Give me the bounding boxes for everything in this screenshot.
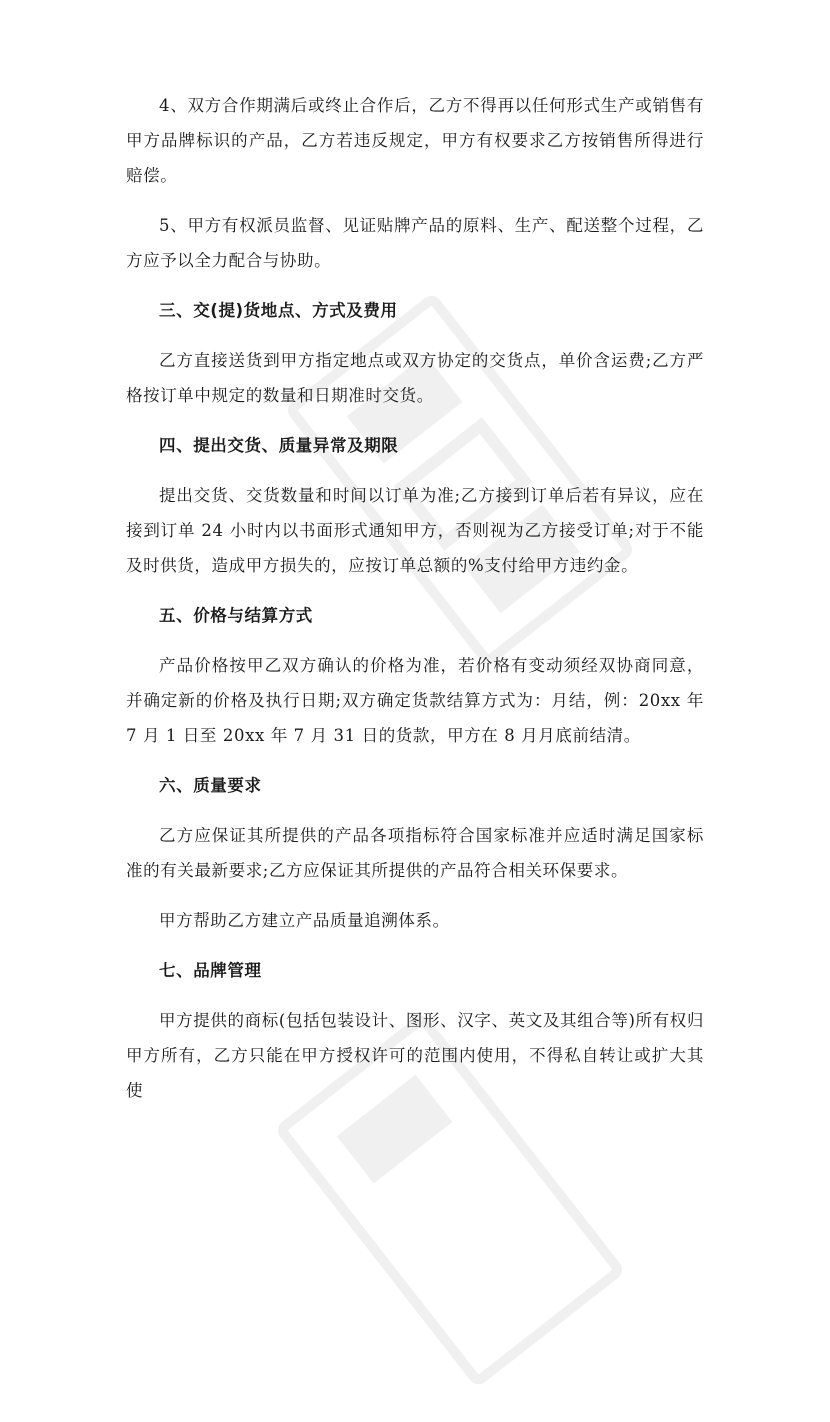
document-body [126,88,704,1108]
section-4-heading: 四、提出交货、质量异常及期限 [159,436,399,455]
section-6-heading: 六、质量要求 [159,776,262,795]
clause-5-paragraph: 5、甲方有权派员监督、见证贴牌产品的原料、生产、配送整个过程，乙方应予以全力配合与协助。 [126,216,704,270]
section-7-heading: 七、品牌管理 [159,961,262,980]
section-6-paragraph-2: 甲方帮助乙方建立产品质量追溯体系。 [159,911,450,930]
section-3-heading: 三、交(提)货地点、方式及费用 [159,301,398,320]
section-6-paragraph: 乙方应保证其所提供的产品各项指标符合国家标准并应适时满足国家标准的有关最新要求;乙方应保证其所提供的产品符合相关环保要求。 [126,826,704,880]
section-4-paragraph: 提出交货、交货数量和时间以订单为准;乙方接到订单后若有异议，应在接到订单 24 小时内以书面形式通知甲方，否则视为乙方接受订单;对于不能及时供货，造成甲方损失的，应按订单总额的%支付给甲方违约金。 [126,486,704,575]
section-5-paragraph: 产品价格按甲乙双方确认的价格为准，若价格有变动须经双协商同意，并确定新的价格及执行日期;双方确定货款结算方式为：月结，例：20xx 年 7 月 1 日至 20xx 年 7 月 31 日的货款，甲方在 8 月月底前结清。 [126,656,704,745]
section-5-heading: 五、价格与结算方式 [159,606,313,625]
clause-4-paragraph: 4、双方合作期满后或终止合作后，乙方不得再以任何形式生产或销售有甲方品牌标识的产品，乙方若违反规定，甲方有权要求乙方按销售所得进行赔偿。 [126,96,704,185]
section-7-paragraph: 甲方提供的商标(包括包装设计、图形、汉字、英文及其组合等)所有权归甲方所有，乙方只能在甲方授权许可的范围内使用，不得私自转让或扩大其使 [126,1011,704,1100]
section-3-paragraph: 乙方直接送货到甲方指定地点或双方协定的交货点，单价含运费;乙方严格按订单中规定的数量和日期准时交货。 [126,351,704,405]
